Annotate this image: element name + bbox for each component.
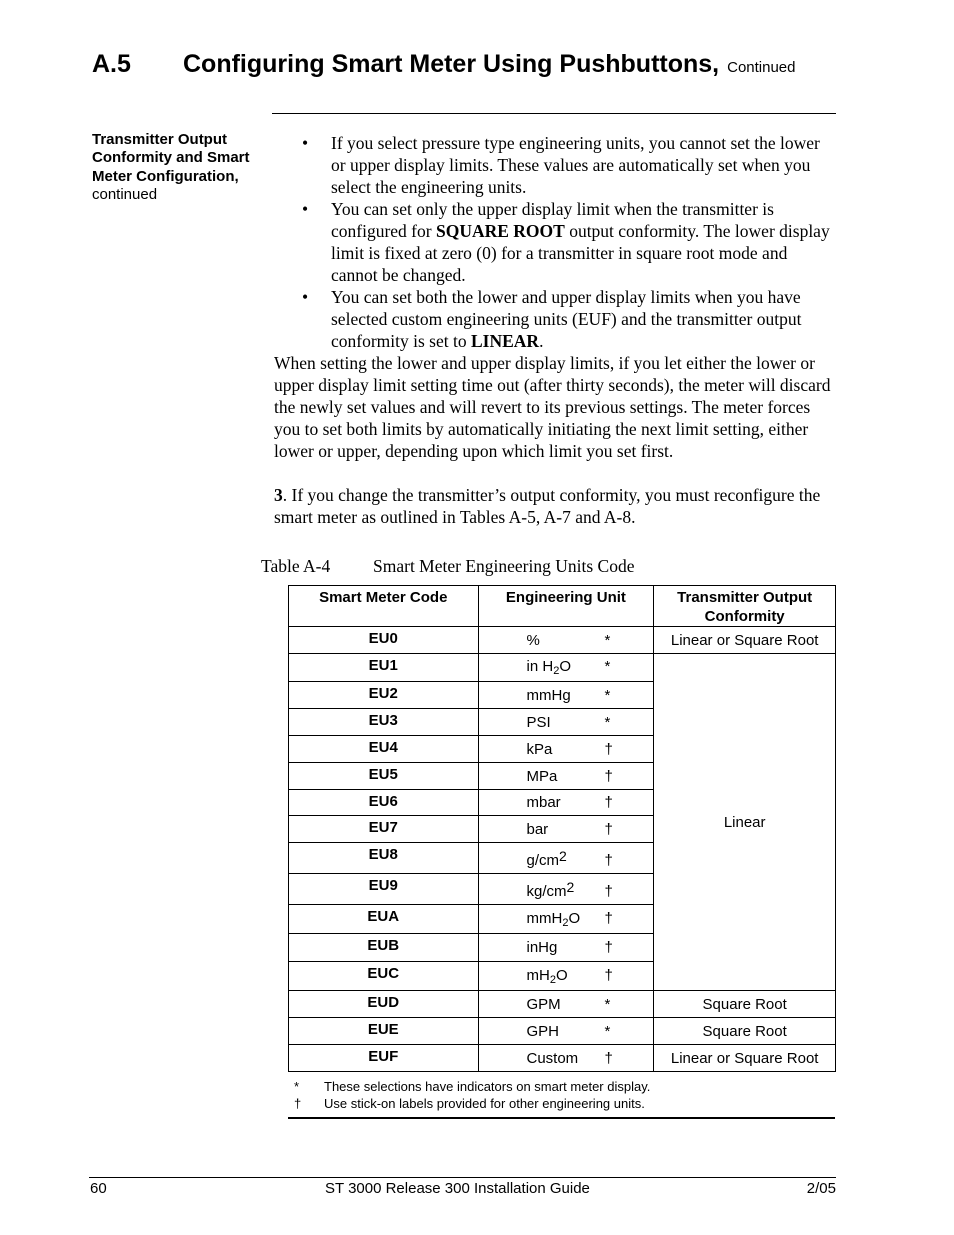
document-title: ST 3000 Release 300 Installation Guide	[325, 1180, 590, 1197]
unit-cell: inHg †	[478, 934, 654, 962]
unit-cell: mmH$_2$O †	[478, 905, 654, 934]
continued-label: Continued	[727, 59, 796, 76]
unit-cell: Custom †	[478, 1045, 654, 1072]
paragraph: When setting the lower and upper display limits, if you let either the lower or upper display limit setting time out (after thirty seconds), the meter will discard the newly set values and will revert to its previous settings. The meter forces you to set both limits by automatically initiating the next limit setting, either lower or upper, depending upon which limit you set first.	[274, 353, 831, 461]
bullet-text: You can set both the lower and upper display limits when you have selected custom engineering units (EUF) and the transmitter output conformity is set to LINEAR.	[331, 287, 802, 351]
bullet-icon: •	[302, 133, 309, 153]
unit-cell: GPH *	[478, 1018, 654, 1045]
section-number: A.5	[92, 50, 131, 78]
conformity-cell: Linear or Square Root	[654, 1045, 836, 1072]
code-cell: EU6	[289, 790, 479, 816]
table-label: Table A-4	[261, 556, 331, 576]
unit-cell: in $H_2O$ *	[478, 654, 654, 682]
bullet-icon: •	[302, 287, 309, 307]
table-header: Engineering Unit	[478, 586, 654, 627]
conformity-cell: Linear or Square Root	[654, 627, 836, 654]
note-text: Use stick-on labels provided for other engineering units.	[324, 1096, 645, 1111]
table-header-row	[289, 586, 836, 627]
bullet-text: You can set only the upper display limit when the transmitter is configured for SQUARE ROOT output conformity. The lower display limit is fixed at zero (0) for a transmitter in square root mode and cannot be changed.	[331, 199, 830, 285]
conformity-cell: Linear	[654, 654, 836, 991]
unit-cell: bar †	[478, 816, 654, 843]
code-cell: EU9	[289, 874, 479, 905]
unit-cell: GPM *	[478, 991, 654, 1018]
note-text: These selections have indicators on smart meter display.	[324, 1079, 651, 1094]
table-note	[294, 1095, 650, 1112]
notes-rule	[288, 1117, 835, 1119]
bullet-icon: •	[302, 199, 309, 219]
bullet-item	[274, 198, 834, 286]
code-cell: EUD	[289, 991, 479, 1018]
unit-cell: $mH_2O$ †	[478, 962, 654, 991]
page-number: 60	[90, 1180, 107, 1197]
page-title-text: Configuring Smart Meter Using Pushbuttons,	[183, 50, 720, 78]
conformity-cell: Square Root	[654, 1018, 836, 1045]
table-row	[289, 1045, 836, 1072]
table-caption-text: Smart Meter Engineering Units Code	[373, 556, 635, 576]
asterisk-icon: *	[294, 1079, 300, 1094]
table-caption	[261, 556, 634, 577]
step-text: 3. If you change the transmitter’s output conformity, you must reconfigure the smart meter as outlined in Tables A-5, A-7 and A-8.	[274, 485, 821, 527]
dagger-icon: †	[294, 1096, 302, 1111]
unit-cell: $kg/cm^2$ †	[478, 874, 654, 905]
unit-cell: kPa †	[478, 736, 654, 763]
table-note	[294, 1078, 650, 1095]
table-row	[289, 627, 836, 654]
document-date: 2/05	[806, 1180, 836, 1197]
page-title	[183, 50, 796, 79]
code-cell: EU8	[289, 843, 479, 874]
code-cell: EU5	[289, 763, 479, 790]
table-row	[289, 654, 836, 682]
table-row	[289, 1018, 836, 1045]
side-heading-continued: continued	[92, 185, 158, 203]
code-cell: EU2	[289, 682, 479, 709]
code-cell: EUB	[289, 934, 479, 962]
code-cell: EUA	[289, 905, 479, 934]
conformity-cell: Square Root	[654, 991, 836, 1018]
unit-cell: mmHg *	[478, 682, 654, 709]
table-header: Transmitter Output Conformity	[654, 586, 836, 627]
bullet-item	[274, 132, 834, 198]
code-cell: EU0	[289, 627, 479, 654]
numbered-step	[274, 484, 834, 528]
step-number: 3	[274, 485, 283, 505]
unit-cell: mbar †	[478, 790, 654, 816]
side-heading-title: Transmitter Output Conformity and Smart Meter Configuration,	[92, 131, 250, 185]
table-notes	[294, 1078, 650, 1112]
unit-cell: $g/cm^2$ †	[478, 843, 654, 874]
side-heading	[92, 131, 267, 204]
body-text	[274, 132, 834, 528]
table-row	[289, 991, 836, 1018]
units-table	[288, 585, 836, 1072]
code-cell: EUE	[289, 1018, 479, 1045]
header-rule	[272, 113, 836, 114]
code-cell: EUC	[289, 962, 479, 991]
unit-cell: MPa †	[478, 763, 654, 790]
table-header: Smart Meter Code	[289, 586, 479, 627]
unit-cell: PSI *	[478, 709, 654, 736]
unit-cell: % *	[478, 627, 654, 654]
code-cell: EU3	[289, 709, 479, 736]
code-cell: EUF	[289, 1045, 479, 1072]
code-cell: EU4	[289, 736, 479, 763]
bullet-text: If you select pressure type engineering units, you cannot set the lower or upper display limits. These values are automatically set when you select the engineering units.	[331, 133, 820, 197]
bullet-item	[274, 286, 834, 352]
code-cell: EU7	[289, 816, 479, 843]
footer-rule	[89, 1177, 836, 1178]
code-cell: EU1	[289, 654, 479, 682]
